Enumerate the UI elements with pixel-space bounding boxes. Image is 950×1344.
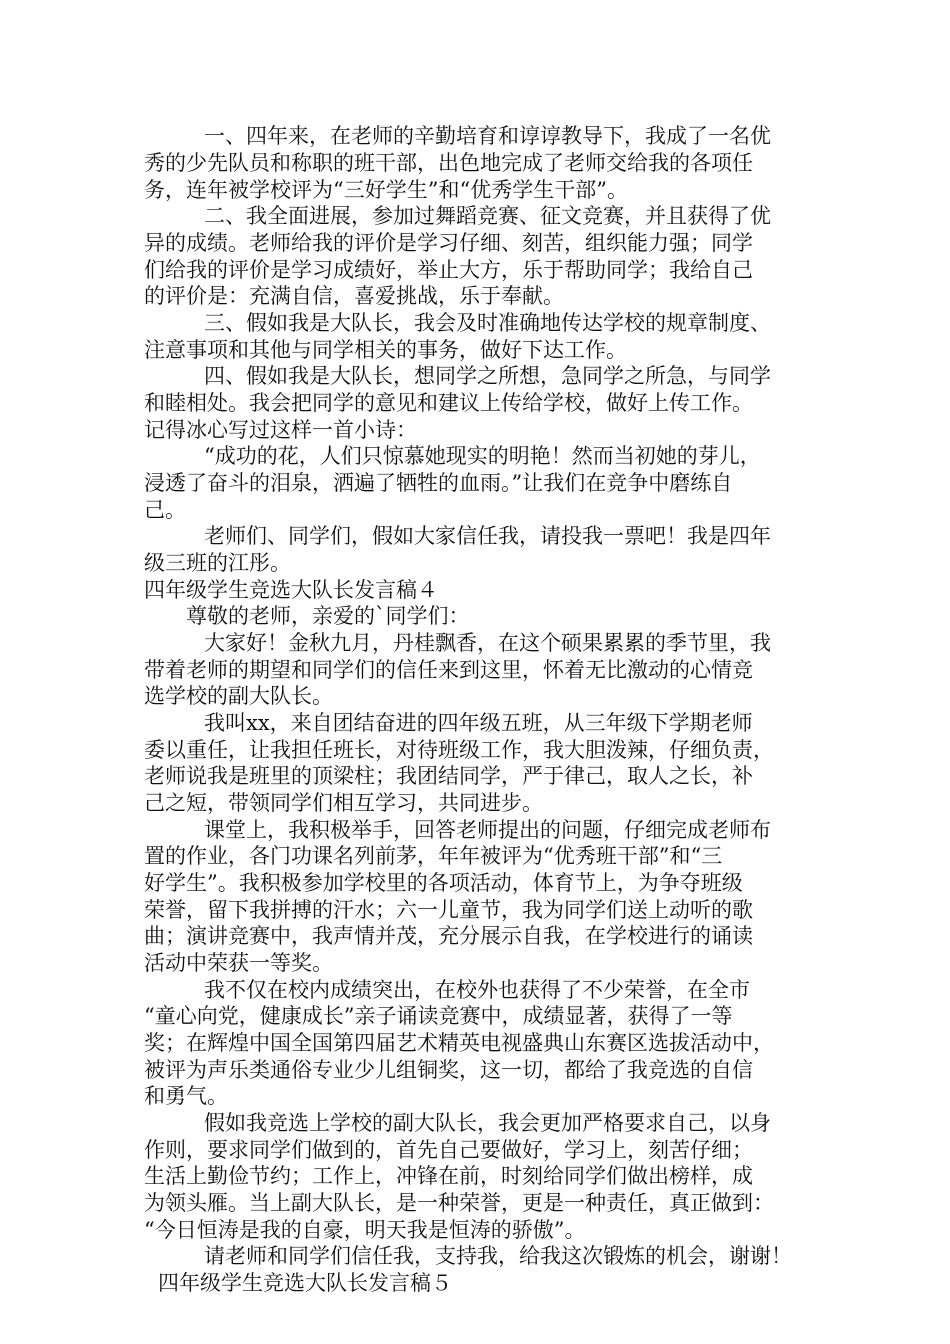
text-line: 曲；演讲竞赛中，我声情并茂，充分展示自我，在学校进行的诵读 [144, 924, 753, 948]
text-line: 生活上勤俭节约；工作上，冲锋在前，时刻给同学们做出榜样，成 [144, 1164, 753, 1188]
text-line: 置的作业，各门功课名列前茅，年年被评为“优秀班干部”和“三 [144, 844, 723, 868]
text-line: 一、四年来，在老师的辛勤培育和谆谆教导下，我成了一名优 [204, 124, 771, 148]
salutation: 尊敬的老师，亲爱的`同学们： [186, 604, 470, 628]
section-heading: 四年级学生竞选大队长发言稿５ [158, 1271, 452, 1295]
text-line: 异的成绩。老师给我的评价是学习仔细、刻苦，组织能力强；同学 [144, 231, 753, 255]
text-line: 的评价是：充满自信，喜爱挑战，乐于奉献。 [144, 284, 564, 308]
text-line: 老师说我是班里的顶梁柱；我团结同学，严于律己，取人之长，补 [144, 764, 753, 788]
text-line: 浸透了奋斗的泪泉，洒遍了牺牲的血雨。”让我们在竞争中磨练自 [144, 471, 733, 495]
text-line: “成功的花，人们只惊慕她现实的明艳！然而当初她的芽儿， [204, 444, 761, 468]
text-line: 好学生”。我积极参加学校里的各项活动，体育节上，为争夺班级 [144, 871, 743, 895]
text-line: 三、假如我是大队长，我会及时准确地传达学校的规章制度、 [204, 311, 771, 335]
text-line: 四、假如我是大队长，想同学之所想，急同学之所急，与同学 [204, 364, 771, 388]
text-line: 作则，要求同学们做到的，首先自己要做好，学习上，刻苦仔细； [144, 1138, 753, 1162]
text-line: 注意事项和其他与同学相关的事务，做好下达工作。 [144, 338, 627, 362]
text-line: “今日恒涛是我的自豪，明天我是恒涛的骄傲”。 [144, 1218, 586, 1242]
text-line: 们给我的评价是学习成绩好，举止大方，乐于帮助同学；我给自己 [144, 258, 753, 282]
text-line: 选学校的副大队长。 [144, 684, 333, 708]
text-line: 己。 [144, 498, 186, 522]
text-line: 大家好！金秋九月，丹桂飘香，在这个硕果累累的季节里，我 [204, 631, 771, 655]
text-line: 级三班的江彤。 [144, 551, 291, 575]
section-heading: 四年级学生竞选大队长发言稿４ [144, 578, 438, 602]
text-line: 记得冰心写过这样一首小诗： [144, 418, 417, 442]
text-line: 和睦相处。我会把同学的意见和建议上传给学校，做好上传工作。 [144, 391, 753, 415]
text-line: 和勇气。 [144, 1084, 228, 1108]
text-line: 带着老师的期望和同学们的信任来到这里，怀着无比激动的心情竞 [144, 658, 753, 682]
text-line: 为领头雁。当上副大队长，是一种荣誉，更是一种责任，真正做到： [144, 1191, 774, 1215]
text-line: 委以重任，让我担任班长，对待班级工作，我大胆泼辣，仔细负责， [144, 738, 774, 762]
text-line: 秀的少先队员和称职的班干部，出色地完成了老师交给我的各项任 [144, 151, 753, 175]
text-line: 假如我竞选上学校的副大队长，我会更加严格要求自己，以身 [204, 1111, 771, 1135]
text-line: 课堂上，我积极举手，回答老师提出的问题，仔细完成老师布 [204, 818, 771, 842]
text-line: 务，连年被学校评为“三好学生”和“优秀学生干部”。 [144, 178, 628, 202]
text-line: 请老师和同学们信任我，支持我，给我这次锻炼的机会，谢谢！ [204, 1244, 792, 1268]
text-line: 我叫xx，来自团结奋进的四年级五班，从三年级下学期老师 [204, 711, 753, 735]
text-line: 老师们、同学们，假如大家信任我，请投我一票吧！我是四年 [204, 524, 771, 548]
text-line: 二、我全面进展，参加过舞蹈竞赛、征文竞赛，并且获得了优 [204, 204, 771, 228]
text-line: 被评为声乐类通俗专业少儿组铜奖，这一切，都给了我竞选的自信 [144, 1058, 753, 1082]
text-line: 活动中荣获一等奖。 [144, 951, 333, 975]
text-line: 荣誉，留下我拼搏的汗水；六一儿童节，我为同学们送上动听的歌 [144, 898, 753, 922]
text-line: “童心向党，健康成长”亲子诵读竞赛中，成绩显著，获得了一等 [144, 1004, 733, 1028]
text-line: 我不仅在校内成绩突出，在校外也获得了不少荣誉，在全市 [204, 978, 750, 1002]
text-line: 己之短，带领同学们相互学习，共同进步。 [144, 791, 543, 815]
text-line: 奖；在辉煌中国全国第四届艺术精英电视盛典山东赛区选拔活动中， [144, 1031, 774, 1055]
